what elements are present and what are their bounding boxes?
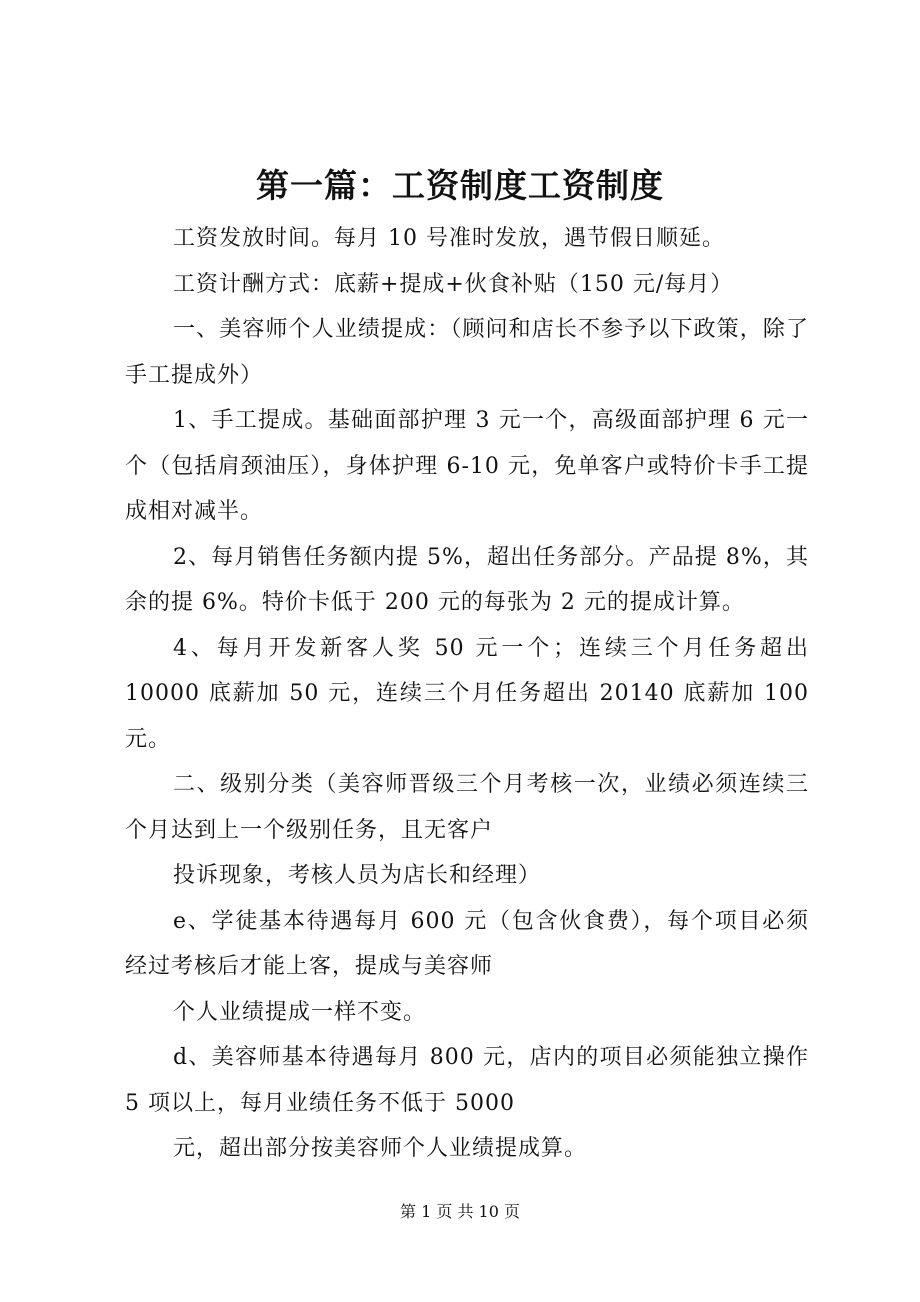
paragraph-section-one: 一、美容师个人业绩提成：（顾问和店长不参予以下政策，除了手工提成外） [125,317,809,388]
paragraph-section-two-cont: 投诉现象，考核人员为店长和经理） [173,863,542,888]
paragraph-item-e-cont: 个人业绩提成一样不变。 [173,999,427,1025]
document-body [125,216,809,1172]
paragraph-item-d-cont: 元，超出部分按美容师个人业绩提成算。 [173,1136,588,1161]
paragraph-item-2: 2、每月销售任务额内提 5%，超出任务部分。产品提 8%，其余的提 6%。特价卡低于 200 元的每张为 2 元的提成计算。 [125,544,809,615]
paragraph-section-two: 二、级别分类（美容师晋级三个月考核一次，业绩必须连续三个月达到上一个级别任务，且无客户 [125,772,809,843]
paragraph-pay-method: 工资计酬方式：底薪+提成+伙食补贴（150 元/每月） [173,271,734,297]
paragraph-item-e: e、学徒基本待遇每月 600 元（包含伙食费），每个项目必须经过考核后才能上客，提成与美容师 [125,908,809,979]
paragraph-pay-date: 工资发放时间。每月 10 号准时发放，遇节假日顺延。 [173,226,725,251]
paragraph-item-d: d、美容师基本待遇每月 800 元，店内的项目必须能独立操作 5 项以上，每月业绩任务不低于 5000 [125,1045,809,1116]
document-title: 第一篇：工资制度工资制度 [256,166,664,205]
paragraph-item-1: 1、手工提成。基础面部护理 3 元一个，高级面部护理 6 元一个（包括肩颈油压），身体护理 6-10 元，免单客户或特价卡手工提成相对减半。 [125,408,809,524]
page-footer: 第 1 页 共 10 页 [400,1202,520,1221]
paragraph-item-4: 4、每月开发新客人奖 50 元一个；连续三个月任务超出 10000 底薪加 50 元，连续三个月任务超出 20140 底薪加 100 元。 [125,635,809,752]
